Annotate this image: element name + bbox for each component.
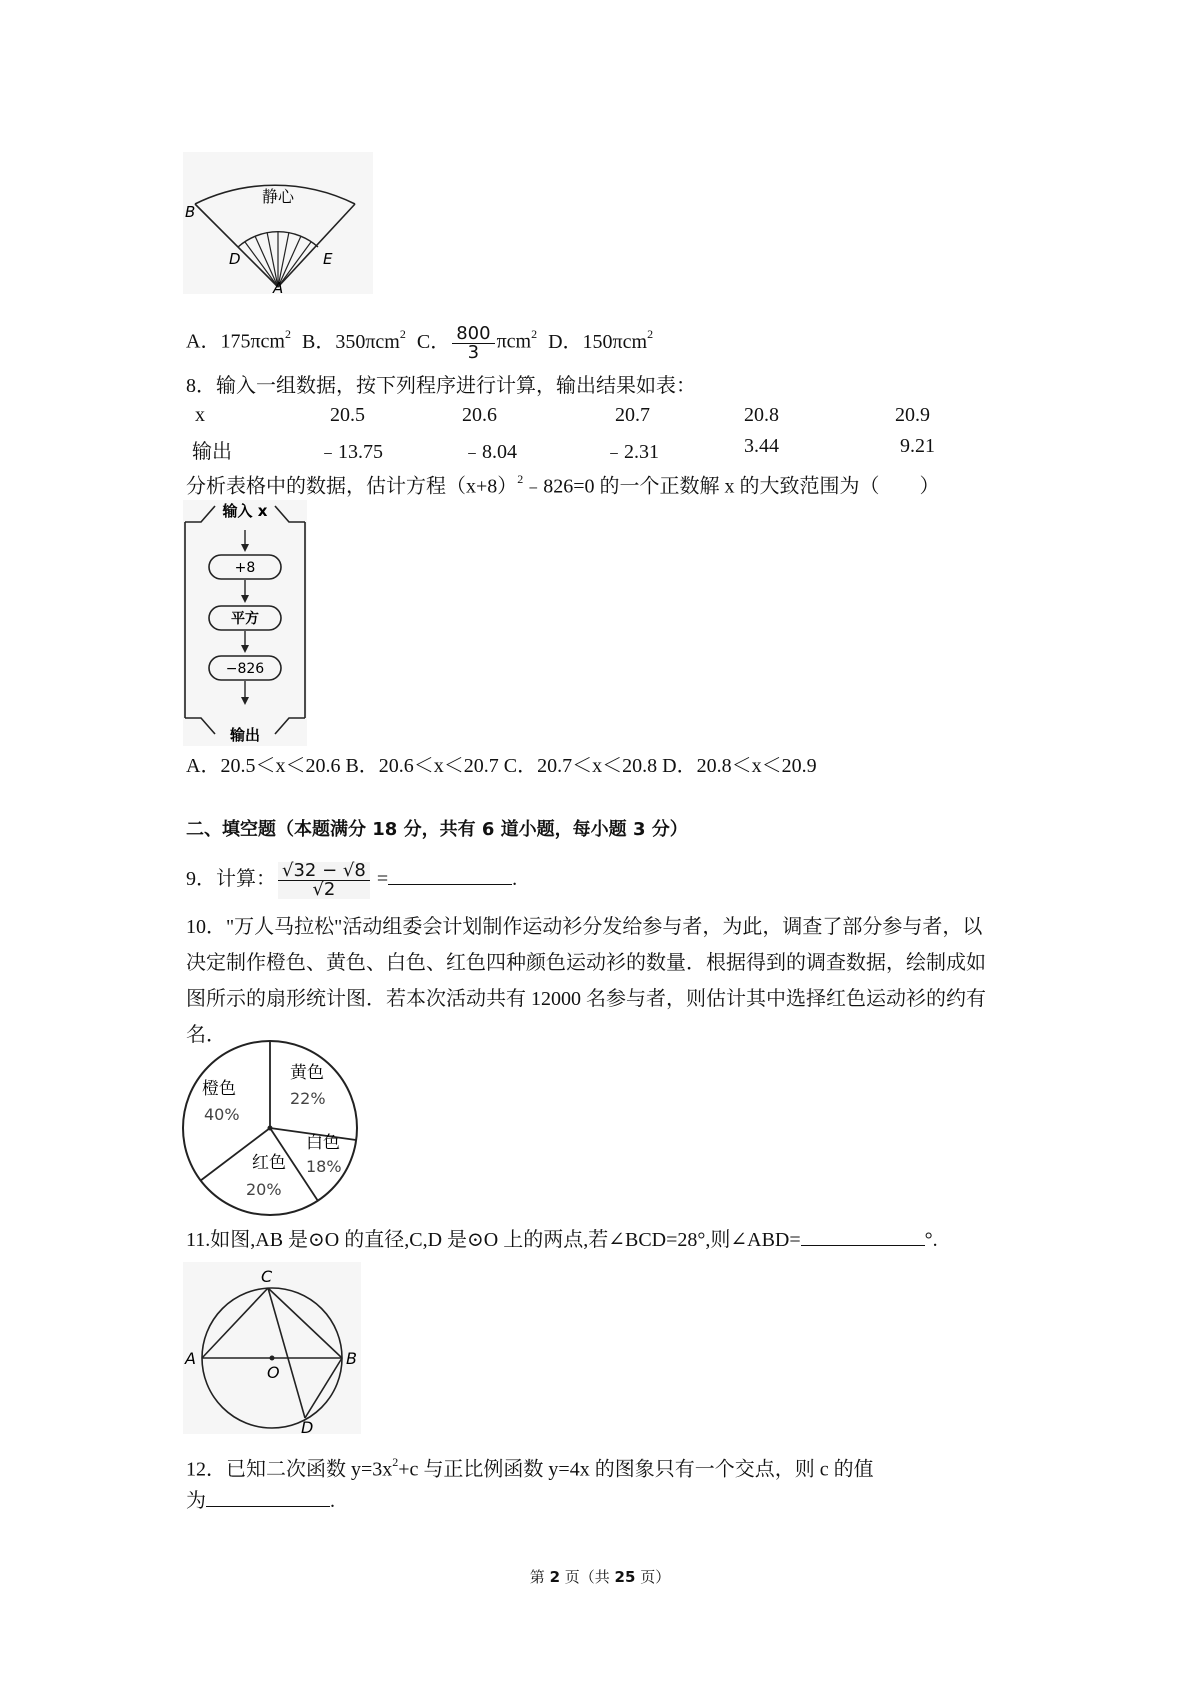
- q12-line1: [186, 1450, 874, 1484]
- q8-stem: 8．输入一组数据，按下列程序进行计算，输出结果如表：: [186, 375, 696, 397]
- q12-line2: [186, 1486, 335, 1515]
- circle-label-o: O: [267, 1363, 280, 1382]
- q8-analysis-part2: ﹣826=0 的一个正数解 x 的大致范围为（ ）: [523, 475, 940, 498]
- circle-figure: [183, 1262, 361, 1434]
- q8-table-row-x: [0, 404, 1200, 432]
- section2-title-a: 二、填空题（本题满分: [186, 819, 373, 840]
- circle-label-b: B: [346, 1349, 357, 1368]
- q7-exp-d: 2: [647, 327, 654, 341]
- section2-title: [186, 816, 688, 844]
- flow-step-square: 平方: [231, 611, 259, 627]
- flow-input: 输入 x: [222, 502, 268, 520]
- q12-end: .: [330, 1490, 335, 1512]
- fan-label-d: D: [229, 250, 241, 268]
- section2-title-d: 6: [481, 819, 495, 840]
- flow-output: 输出: [229, 726, 261, 744]
- flow-step-plus8: +8: [234, 560, 256, 576]
- pie-label-white: 白色: [306, 1133, 340, 1153]
- q8-out-value: 3.44: [744, 435, 779, 457]
- q8-table-row-output: [0, 435, 1200, 463]
- pie-label-yellow: 黄色: [290, 1063, 324, 1083]
- flow-step-minus826: −826: [225, 661, 265, 677]
- q9: [186, 854, 517, 904]
- q8-out-value: 9.21: [900, 435, 935, 457]
- q7-option-b: B．350πcm: [301, 330, 400, 353]
- q8-out-value: ﹣2.31: [604, 441, 659, 463]
- q8-out-value: ﹣13.75: [318, 441, 383, 463]
- q10-line4: 名．: [186, 1024, 226, 1046]
- fan-label-a: A: [273, 279, 284, 294]
- q8-x-value: 20.8: [744, 404, 779, 426]
- footer-total-pages: 25: [614, 1568, 636, 1586]
- q8-x-value: 20.6: [462, 404, 497, 426]
- q7-c-num: 800: [452, 325, 494, 344]
- pie-label-orange: 橙色: [202, 1079, 236, 1099]
- q11-end: °.: [924, 1229, 938, 1251]
- pie-pct-yellow: 22%: [290, 1089, 326, 1108]
- q12-line1-exp: 2: [392, 1455, 399, 1469]
- q12-answer-blank[interactable]: [206, 1486, 330, 1507]
- q11-text: 11.如图,AB 是⊙O 的直径,C,D 是⊙O 上的两点,若∠BCD=28°,则∠ABD=: [186, 1229, 801, 1251]
- q12-line1-a: 12．已知二次函数 y=3x: [186, 1458, 393, 1481]
- pie-pct-orange: 40%: [204, 1105, 240, 1124]
- footer-b: 页（共: [560, 1568, 615, 1586]
- q8-header-x: x: [195, 404, 205, 426]
- q9-fraction: [278, 859, 370, 900]
- q8-options: A．20.5＜x＜20.6 B．20.6＜x＜20.7 C．20.7＜x＜20.8 D．20.8＜x＜20.9: [186, 755, 817, 777]
- q10: [186, 909, 1026, 1053]
- q10-line3: 图所示的扇形统计图．若本次活动共有 12000 名参与者，则估计其中选择红色运动衫的约有: [186, 988, 986, 1010]
- section2-title-g: 分）: [645, 819, 688, 840]
- q7-exp-c: 2: [531, 327, 538, 341]
- q9-prefix: 9．计算：: [186, 868, 276, 890]
- pie-pct-white: 18%: [306, 1157, 342, 1176]
- q8-analysis-part1: 分析表格中的数据，估计方程（x+8）: [186, 475, 518, 498]
- q11-answer-blank[interactable]: [801, 1225, 925, 1246]
- q8-out-value: ﹣8.04: [462, 441, 517, 463]
- pie-label-red: 红色: [252, 1153, 286, 1173]
- q10-line2: 决定制作橙色、黄色、白色、红色四种颜色运动衫的数量．根据得到的调查数据，绘制成如: [186, 952, 986, 974]
- q8-analysis-exp: 2: [517, 472, 524, 486]
- section2-title-b: 18: [372, 819, 398, 840]
- fan-label-e: E: [323, 250, 333, 268]
- q8-x-value: 20.7: [615, 404, 650, 426]
- flowchart: [183, 500, 307, 746]
- section2-title-f: 3: [632, 819, 646, 840]
- q7-exp-b: 2: [399, 327, 406, 341]
- q12-line2-text: 为: [186, 1490, 206, 1512]
- q7-option-c-fraction: [452, 322, 494, 363]
- q7-option-c-prefix: C．: [416, 330, 451, 353]
- fan-label-b: B: [185, 203, 196, 221]
- q12-line1-b: +c 与正比例函数 y=4x 的图象只有一个交点，则 c 的值: [398, 1458, 874, 1481]
- pie-pct-red: 20%: [246, 1180, 282, 1199]
- q10-line1: 10．"万人马拉松"活动组委会计划制作运动衫分发给参与者，为此，调查了部分参与者，以: [186, 916, 983, 938]
- q9-num: √32 − √8: [278, 862, 370, 881]
- q7-c-den: 3: [467, 341, 480, 363]
- q7-option-d: D．150πcm: [548, 330, 648, 353]
- footer-a: 第: [529, 1568, 550, 1586]
- q8-x-value: 20.5: [330, 404, 365, 426]
- q7-options: [186, 322, 653, 362]
- q9-end: .: [512, 868, 518, 890]
- footer-c: 页）: [635, 1568, 671, 1586]
- q8-x-value: 20.9: [895, 404, 930, 426]
- circle-label-a: A: [185, 1349, 196, 1368]
- circle-label-d: D: [301, 1418, 314, 1434]
- q7-option-c-suffix: πcm: [496, 330, 532, 353]
- q7-option-a: A．175πcm: [186, 330, 285, 353]
- section2-title-e: 道小题，每小题: [494, 819, 633, 840]
- q9-den: √2: [312, 878, 336, 900]
- q11: [186, 1225, 938, 1254]
- footer-page-number: 2: [549, 1568, 560, 1586]
- q9-equals: =: [376, 868, 389, 890]
- fan-figure: [183, 152, 373, 294]
- q9-answer-blank[interactable]: [388, 864, 512, 885]
- fan-title: 静心: [261, 187, 295, 206]
- pie-figure: [180, 1038, 360, 1218]
- q7-exp-a: 2: [284, 327, 291, 341]
- q8-analysis: [186, 467, 940, 501]
- page-footer: [0, 1566, 1200, 1587]
- section2-title-c: 分，共有: [397, 819, 482, 840]
- q8-header-output: 输出: [192, 441, 232, 463]
- circle-label-c: C: [261, 1267, 273, 1286]
